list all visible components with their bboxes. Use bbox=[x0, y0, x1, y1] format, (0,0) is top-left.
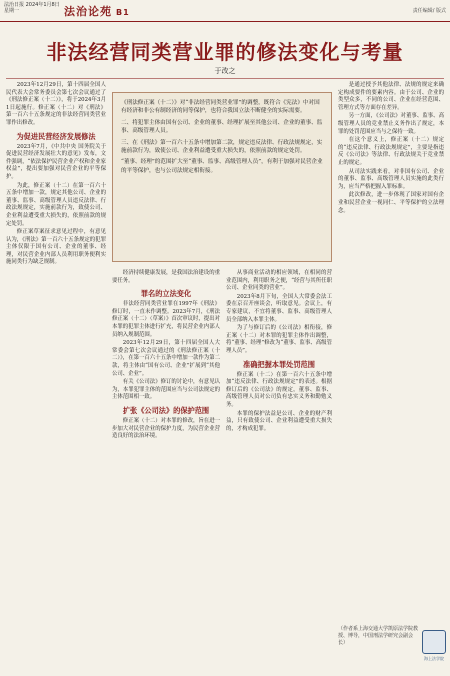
article-author: 于改之 bbox=[214, 67, 236, 75]
paragraph: 另一方面，《公司法》对董事、监事、高级管理人员的竞业禁止义务作出了规定，本罪的处罚范围应当与之保持一致。 bbox=[338, 113, 444, 135]
divider bbox=[6, 78, 444, 79]
paragraph: 有关《公司法》修订的讨论中，有意见认为，本罪犯罪主体的范围应当与公司法规定的主体范围相一致。 bbox=[112, 379, 220, 401]
paragraph: 2023年12月29日，第十四届全国人大常委会第七次会议通过的《刑法修正案（十二）》，在第一百六十五条中增加一款作为第二款，将主体由“国有公司、企业”扩展到“其他公司、企业”。 bbox=[112, 340, 220, 377]
paragraph: 为了与修订后的《公司法》相衔接，修正案（十二）对本罪的犯罪主体作出调整，将“董事、经理”修改为“董事、监事、高级管理人员”。 bbox=[226, 325, 332, 354]
paragraph: 是通过授予其他法律、法规的规定来确定构成要件的要素内容。由于公司、企业的类型众多，不同的公司、企业在经营范围、管理方式等方面存在差异。 bbox=[338, 82, 444, 111]
subheading: 扩张《公司法》的保护范围 bbox=[122, 405, 210, 415]
subheading: 准确把握本罪处罚范围 bbox=[243, 359, 315, 369]
school-logo-icon bbox=[422, 630, 446, 654]
section-title bbox=[64, 3, 130, 19]
paragraph: 2023年12月29日，第十四届全国人民代表大会常务委员会第七次会议通过了《刑法修正案（十二）》，将于2024年3月1日起施行。修正案（十二）对《刑法》第一百六十五条规定的非法经营同类营业罪作出修改。 bbox=[6, 82, 106, 126]
paragraph: 在这个意义上，修正案（十二）规定的“违反法律、行政法规规定”，主要是指违反《公司法》等法律、行政法规关于竞业禁止的规定。 bbox=[338, 137, 444, 166]
paragraph: 2023年8月下旬，全国人大常委会法工委在京召开座谈会，听取意见。会议上，有专家建议，不宜将董事、监事、高级管理人员全部纳入本罪主体。 bbox=[226, 293, 332, 323]
paragraph: 本罪的保护法益是公司、企业的财产利益，只有致使公司、企业利益遭受重大损失的，才构成犯罪。 bbox=[226, 410, 332, 432]
summary-point: “董事、经理”的范围扩大至“董事、监事、高级管理人员”，有利于加强对民营企业的平等保护，也与公司法规定相衔接。 bbox=[121, 159, 323, 174]
paragraph: 修正案（十二）在第一百六十五条中增加“违反法律、行政法规规定”的表述。根据修订后的《公司法》的规定，董事、监事、高级管理人员对公司负有忠实义务和勤勉义务。 bbox=[226, 371, 332, 408]
author-byline: （作者系上海交通大学凯原法学院教授、博导，中国刑法学研究会副会长） bbox=[338, 626, 419, 646]
paragraph: 经济持续健康发展，是我国法治建设的重要任务。 bbox=[112, 270, 220, 284]
summary-point: 二、将犯罪主体由国有公司、企业的董事、经理扩展至其他公司、企业的董事、监事、高级管理人员。 bbox=[121, 119, 323, 135]
subheading: 为促进民营经济发展修法 bbox=[16, 131, 96, 141]
paragraph: 为此，修正案（十二）在第一百六十五条中增加一款，规定其他公司、企业的董事、监事、高级管理人员违反法律、行政法规规定，实施前款行为，致使公司、企业利益遭受重大损失的，依照前款的规定处罚。 bbox=[6, 182, 106, 227]
paragraph: 修正案草案征求意见过程中，有意见认为，《刑法》第一百六十五条规定的犯罪主体仅限于国有公司、企业的董事、经理，对民营企业内部人员利用职务便利实施同类行为缺乏规制。 bbox=[6, 229, 106, 266]
summary-box bbox=[112, 92, 332, 262]
page-number: B1 bbox=[116, 8, 130, 17]
paragraph: 非法经营同类营业罪在1997年《刑法》修订时，一直未作调整。2023年7月，《刑法修正案（十二）（草案）》首次审议时，提出对本罪的犯罪主体进行扩充，将民营企业内部人员纳入规制范围。 bbox=[112, 301, 220, 338]
summary-point: 三、在《刑法》第一百六十五条中增加第二款，规定违反法律、行政法规规定，实施前款行为，致使公司、企业利益遭受重大损失的，依照前款的规定处罚。 bbox=[121, 139, 323, 155]
editor-credit: 责任编辑/ 版式 bbox=[412, 8, 446, 14]
section-label: 法治论苑 bbox=[64, 5, 112, 18]
masthead bbox=[0, 0, 450, 22]
column-2 bbox=[112, 270, 220, 442]
paragraph: 此次修改，进一步体现了国家对国有企业和民营企业一视同仁、平等保护的立法理念。 bbox=[338, 192, 444, 214]
article-headline: 非法经营同类营业罪的修法变化与考量 bbox=[46, 40, 404, 64]
summary-point: 《刑法修正案（十二）》对“非法经营同类营业罪”的调整，既符合《宪法》中对国有经济和非公有制经济的同等保护，也符合我国立法不断健全的实际需要。 bbox=[121, 100, 320, 115]
paragraph: 修正案（十二）对本罪的修改，旨在进一步加大对民营企业的保护力度，为民营企业营造良好的法治环境。 bbox=[112, 417, 220, 440]
column-4 bbox=[338, 82, 444, 216]
paragraph: 从事商业活动的相应领域，在相同的营业范围内，利用职务之便，“经营与其所任职公司、企业同类的营业”。 bbox=[226, 270, 332, 292]
paragraph: 2023年7月，《中共中央 国务院关于促进民营经济发展壮大的意见》发布，文件强调，“依法保护民营企业产权和企业家权益”，提出要加强对民营企业的平等保护。 bbox=[6, 143, 106, 180]
subheading: 罪名的立法变化 bbox=[140, 289, 192, 299]
newspaper-brand: 法治日报 2024年1月8日 星期一 bbox=[4, 2, 60, 14]
column-3 bbox=[226, 270, 332, 434]
column-1 bbox=[6, 82, 106, 268]
paragraph: 从司法实践来看，对非国有公司、企业的董事、监事、高级管理人员实施的此类行为，应当严格把握入罪标准。 bbox=[338, 168, 444, 190]
logo-caption: 海上法学院 bbox=[424, 656, 444, 661]
